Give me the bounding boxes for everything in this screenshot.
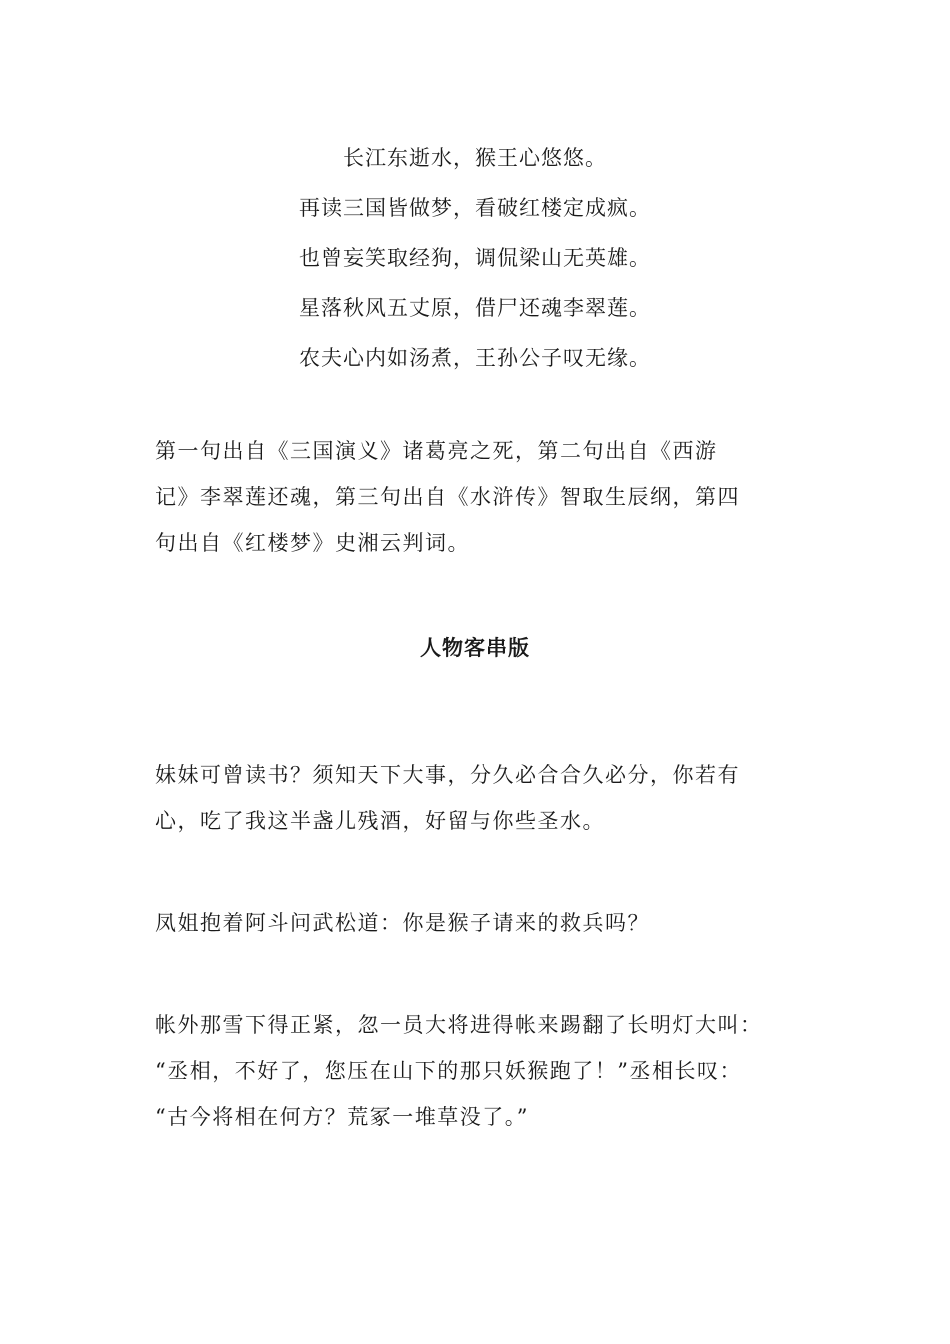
paragraph-line: 心，吃了我这半盏儿残酒，好留与你些圣水。 bbox=[155, 809, 605, 833]
poem-line: 星落秋风五丈原，借尸还魂李翠莲。 bbox=[299, 296, 651, 320]
paragraph-line: 句出自《红楼梦》史湘云判词。 bbox=[155, 531, 470, 555]
paragraph-2 bbox=[155, 900, 805, 946]
paragraph-line: 记》李翠莲还魂，第三句出自《水浒传》智取生辰纲，第四 bbox=[155, 485, 740, 509]
paragraph-line: “古今将相在何方？荒冢一堆草没了。” bbox=[155, 1105, 529, 1129]
paragraph-3 bbox=[155, 1002, 815, 1140]
paragraph-line: 妹妹可曾读书？须知天下大事，分久必合合久必分，你若有 bbox=[155, 763, 740, 787]
paragraph-line: 凤姐抱着阿斗问武松道：你是猴子请来的救兵吗？ bbox=[155, 911, 650, 935]
poem-line: 再读三国皆做梦，看破红楼定成疯。 bbox=[299, 196, 651, 220]
poem-line: 也曾妄笑取经狗，调侃梁山无英雄。 bbox=[299, 246, 651, 270]
paragraph-line: 帐外那雪下得正紧，忽一员大将进得帐来踢翻了长明灯大叫： bbox=[155, 1013, 763, 1037]
poem-line: 农夫心内如汤煮，王孙公子叹无缘。 bbox=[299, 346, 651, 370]
poem bbox=[0, 133, 950, 383]
explanation-paragraph bbox=[155, 428, 805, 566]
paragraph-line: “丞相，不好了，您压在山下的那只妖猴跑了！”丞相长叹： bbox=[155, 1059, 742, 1083]
section-heading: 人物客串版 bbox=[420, 636, 530, 660]
paragraph-1 bbox=[155, 752, 805, 844]
poem-line: 长江东逝水，猴王心悠悠。 bbox=[343, 146, 607, 170]
paragraph-line: 第一句出自《三国演义》诸葛亮之死，第二句出自《西游 bbox=[155, 439, 718, 463]
